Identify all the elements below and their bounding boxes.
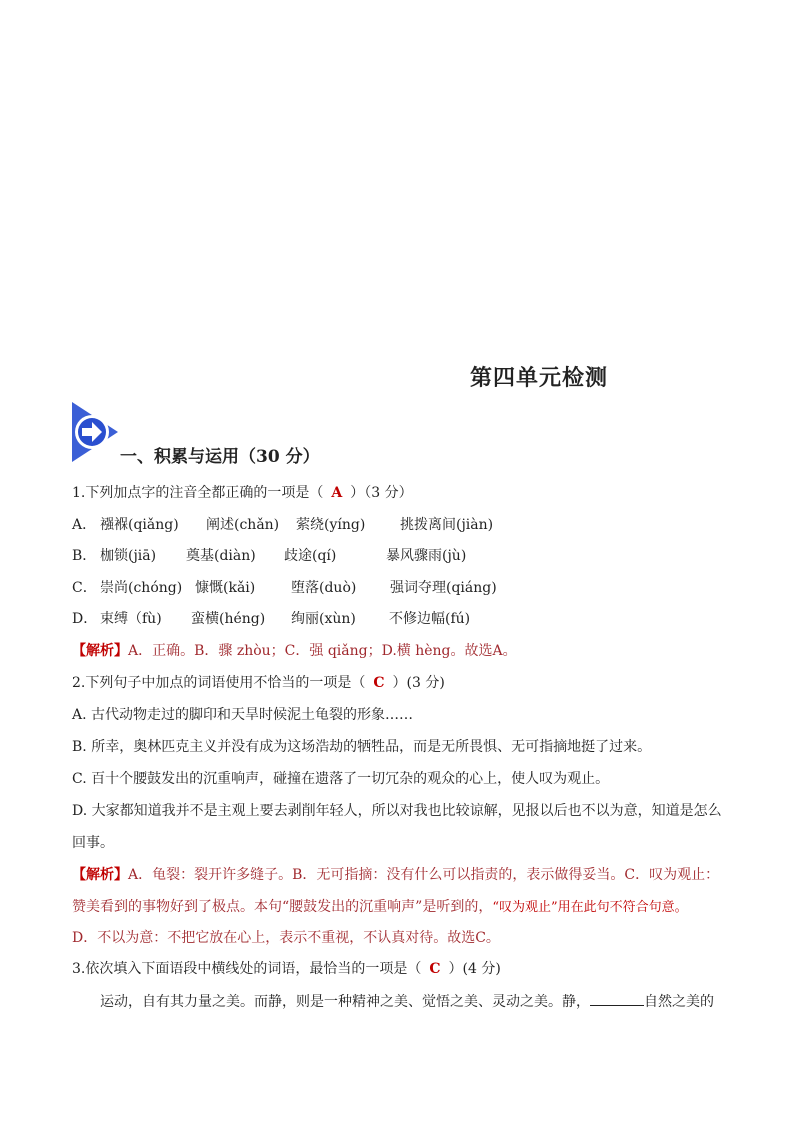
q2-analysis-line-2: 赞美看到的事物好到了极点。本句“腰鼓发出的沉重响声”是听到的，“叹为观止”用在此句不符合句意。: [72, 899, 688, 915]
q2-answer: C: [373, 675, 385, 691]
q3-blank: [590, 991, 644, 1006]
q3-stem: 3.依次填入下面语段中横线处的词语，最恰当的一项是（ C ）(4 分): [72, 961, 501, 977]
q1-option-a: A． 襁褓(qiǎng) 阐述(chǎn) 萦绕(yíng) 挑拨离间(jiàn): [72, 517, 494, 533]
q2-analysis-line-3: D．不以为意：不把它放在心上，表示不重视，不认真对待。故选C。: [72, 930, 500, 946]
q2-option-b: B. 所幸，奥林匹克主义并没有成为这场浩劫的牺牲品，而是无所畏惧、无可指摘地挺了过来。: [72, 739, 652, 755]
q2-option-a: A. 古代动物走过的脚印和天旱时候泥土龟裂的形象……: [72, 707, 414, 723]
q2-option-d-cont: 回事。: [72, 835, 114, 851]
section-header: [70, 400, 470, 470]
arrow-right-icon: [70, 400, 120, 464]
q1-option-b: B． 枷锁(jiā) 奠基(diàn) 歧途(qí) 暴风骤雨(jù): [72, 548, 467, 564]
q3-answer: C: [429, 961, 441, 977]
q1-option-d: D． 束缚（fù) 蛮横(héng) 绚丽(xùn) 不修边幅(fú): [72, 611, 471, 627]
q1-option-c: C． 崇尚(chóng) 慷慨(kǎi) 堕落(duò) 强词夺理(qiáng): [72, 580, 497, 596]
q1-answer: A: [331, 485, 343, 501]
q3-paragraph: 运动，自有其力量之美。而静，则是一种精神之美、觉悟之美、灵动之美。静， 自然之美的: [100, 991, 714, 1012]
q1-analysis: 【解析】A．正确。B．骤 zhòu；C．强 qiǎng；D.横 hèng。故选A。: [72, 643, 517, 659]
q2-analysis-line-1: 【解析】A．龟裂：裂开许多缝子。B．无可指摘：没有什么可以指责的，表示做得妥当。C．叹为观止：: [72, 867, 720, 883]
q2-option-c: C. 百十个腰鼓发出的沉重响声，碰撞在遗落了一切冗杂的观众的心上，使人叹为观止。: [72, 771, 610, 787]
q2-option-d: D. 大家都知道我并不是主观上要去剥削年轻人，所以对我也比较谅解，见报以后也不以为意，知道是怎么: [72, 803, 722, 819]
section-title: 一、积累与运用（30 分）: [120, 447, 320, 467]
q1-stem: 1.下列加点字的注音全都正确的一项是（ A ）（3 分）: [72, 485, 413, 501]
q2-stem: 2.下列句子中加点的词语使用不恰当的一项是（ C ）(3 分): [72, 675, 445, 691]
page-title: 第四单元检测: [470, 365, 609, 391]
